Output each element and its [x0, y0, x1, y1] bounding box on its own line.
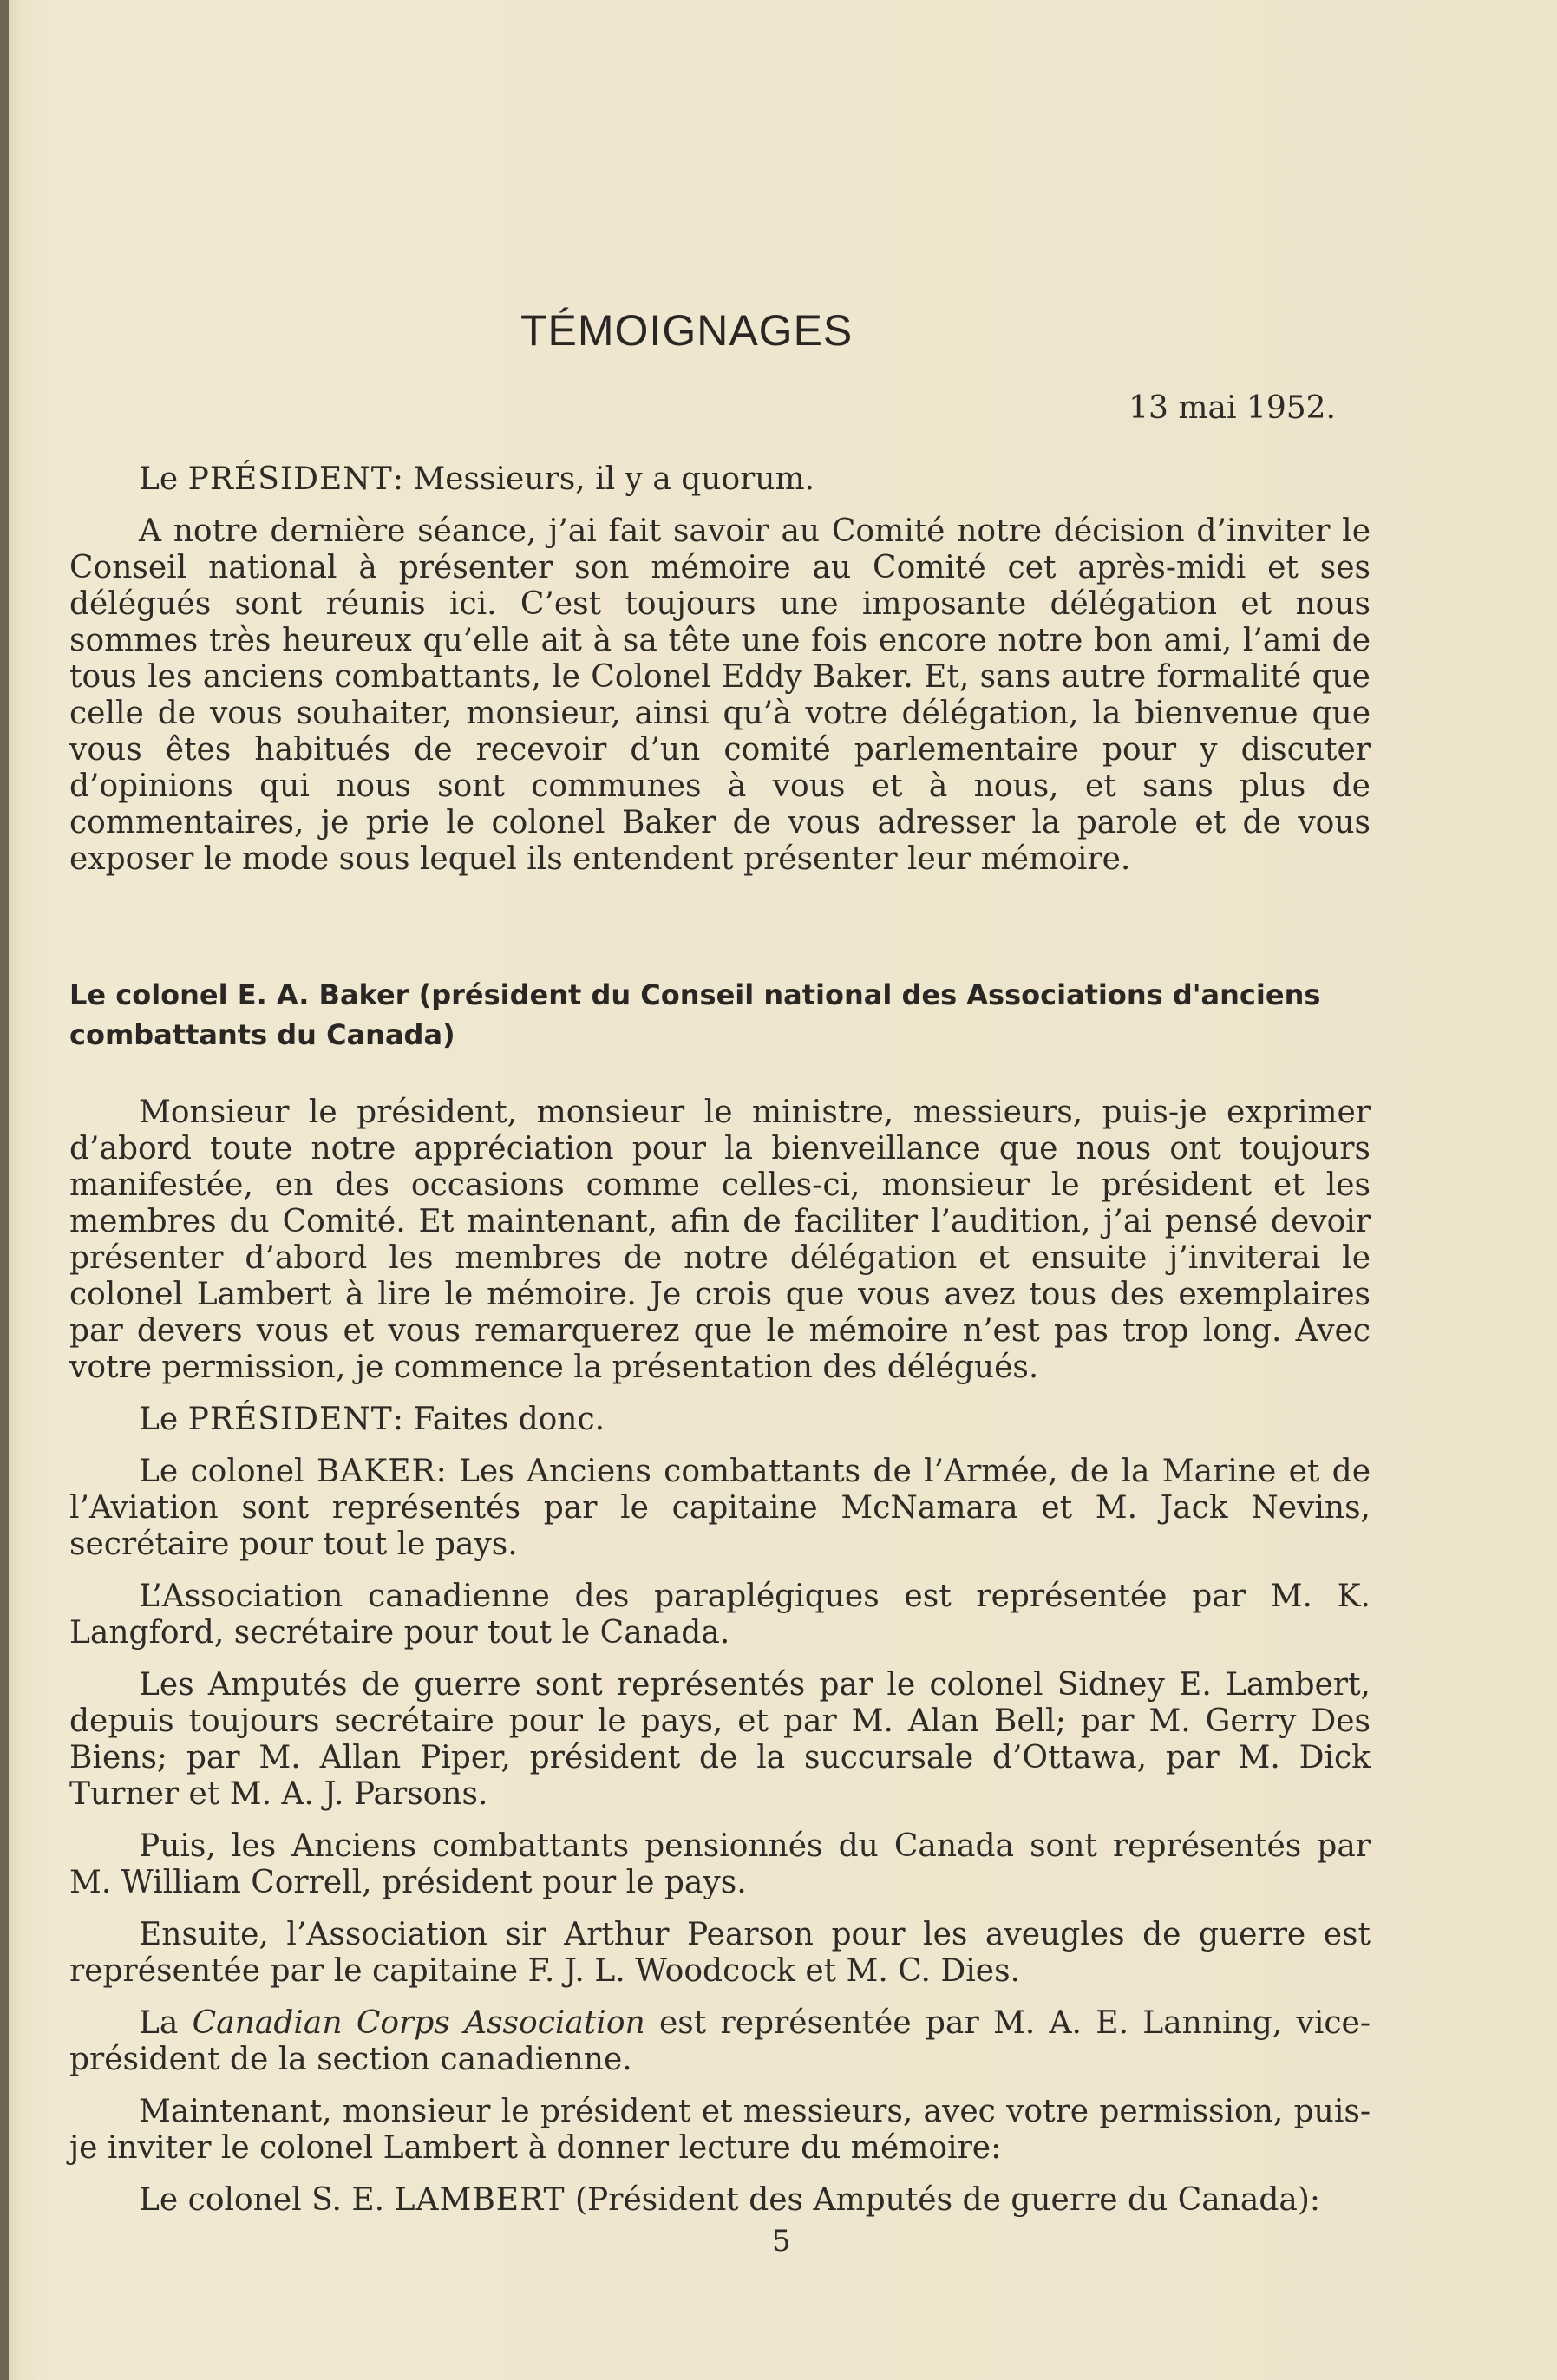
speaker-name: BAKER [316, 1454, 436, 1489]
page-number: 5 [772, 2224, 791, 2259]
association-name: Canadian Corps Association [192, 2005, 645, 2041]
speaker-heading: Le colonel E. A. Baker (président du Conseil national des Associations d'anciens combattants du Canada) [69, 978, 1321, 1051]
paragraph-amputees: Les Amputés de guerre sont représentés par le colonel Sidney E. Lambert, depuis toujours secrétaire pour le pays, et par M. Alan Bell; par M. Gerry Des Biens; par M. Allan Piper, président de la succursale d’Ottawa, par M. Dick Turner et M. A. J. Parsons. [69, 1667, 1371, 1812]
paragraph-corps: La Canadian Corps Association est représentée par M. A. E. Lanning, vice-président de la section canadienne. [69, 2005, 1371, 2077]
paragraph-president-intro: A notre dernière séance, j’ai fait savoir au Comité notre décision d’inviter le Conseil national à présenter son mémoire au Comité cet après-midi et ses délégués sont réunis ici. C’est toujours une imposante délégation et nous sommes très heureux qu’elle ait à sa tête une fois encore notre bon ami, l’ami de tous les anciens combattants, le Colonel Eddy Baker. Et, sans autre formalité que celle de vous souhaiter, monsieur, ainsi qu’à votre délégation, la bienvenue que vous êtes habitués de recevoir d’un comité parlementaire pour y discuter d’opinions qui nous sont communes à vous et à nous, et sans plus de commentaires, je prie le colonel Baker de vous adresser la parole et de vous exposer le mode sous lequel ils entendent présenter leur mémoire. [69, 513, 1371, 877]
paragraph-president-reply: Le PRÉSIDENT: Faites donc. [139, 1402, 605, 1437]
speaker-name: LAMBERT [394, 2182, 566, 2218]
paragraph-baker-opening: Monsieur le président, monsieur le ministre, messieurs, puis-je exprimer d’abord toute notre appréciation pour la bienveillance que nous ont toujours manifestée, en des occasions comme celles-ci, monsieur le président et les membres du Comité. Et maintenant, afin de faciliter l’audition, j’ai pensé devoir présenter d’abord les membres de notre délégation et ensuite j’inviterai le colonel Lambert à lire le mémoire. Je crois que vous avez tous des exemplaires par devers vous et vous remarquerez que le mémoire n’est pas trop long. Avec votre permission, je commence la présentation des délégués. [69, 1095, 1371, 1385]
baker-section [69, 1095, 1371, 2234]
paragraph-baker-delegates: Le colonel BAKER: Les Anciens combattants de l’Armée, de la Marine et de l’Aviation sont représentés par le capitaine McNamara et M. Jack Nevins, secrétaire pour tout le pays. [69, 1454, 1371, 1562]
page-title: TÉMOIGNAGES [520, 306, 854, 355]
page-binding-edge [0, 0, 9, 2380]
paragraph-lambert: Le colonel S. E. LAMBERT (Président des Amputés de guerre du Canada): [139, 2182, 1321, 2218]
paragraph-pensioners: Puis, les Anciens combattants pensionnés du Canada sont représentés par M. William Correll, président pour le pays. [69, 1828, 1371, 1900]
paragraph-invite-lambert: Maintenant, monsieur le président et messieurs, avec votre permission, puis-je inviter le colonel Lambert à donner lecture du mémoire: [69, 2094, 1371, 2166]
speaker-name: PRÉSIDENT [187, 461, 393, 497]
paragraph-paraplegics: L’Association canadienne des paraplégiques est représentée par M. K. Langford, secrétaire pour tout le Canada. [69, 1579, 1371, 1651]
paragraph-quorum: Le PRÉSIDENT: Messieurs, il y a quorum. [139, 461, 815, 497]
intro-section [69, 461, 1371, 893]
speaker-name: PRÉSIDENT [187, 1402, 393, 1437]
paragraph-blind: Ensuite, l’Association sir Arthur Pearson pour les aveugles de guerre est représentée par le capitaine F. J. L. Woodcock et M. C. Dies. [69, 1917, 1371, 1989]
date-line: 13 mai 1952. [1128, 390, 1336, 426]
